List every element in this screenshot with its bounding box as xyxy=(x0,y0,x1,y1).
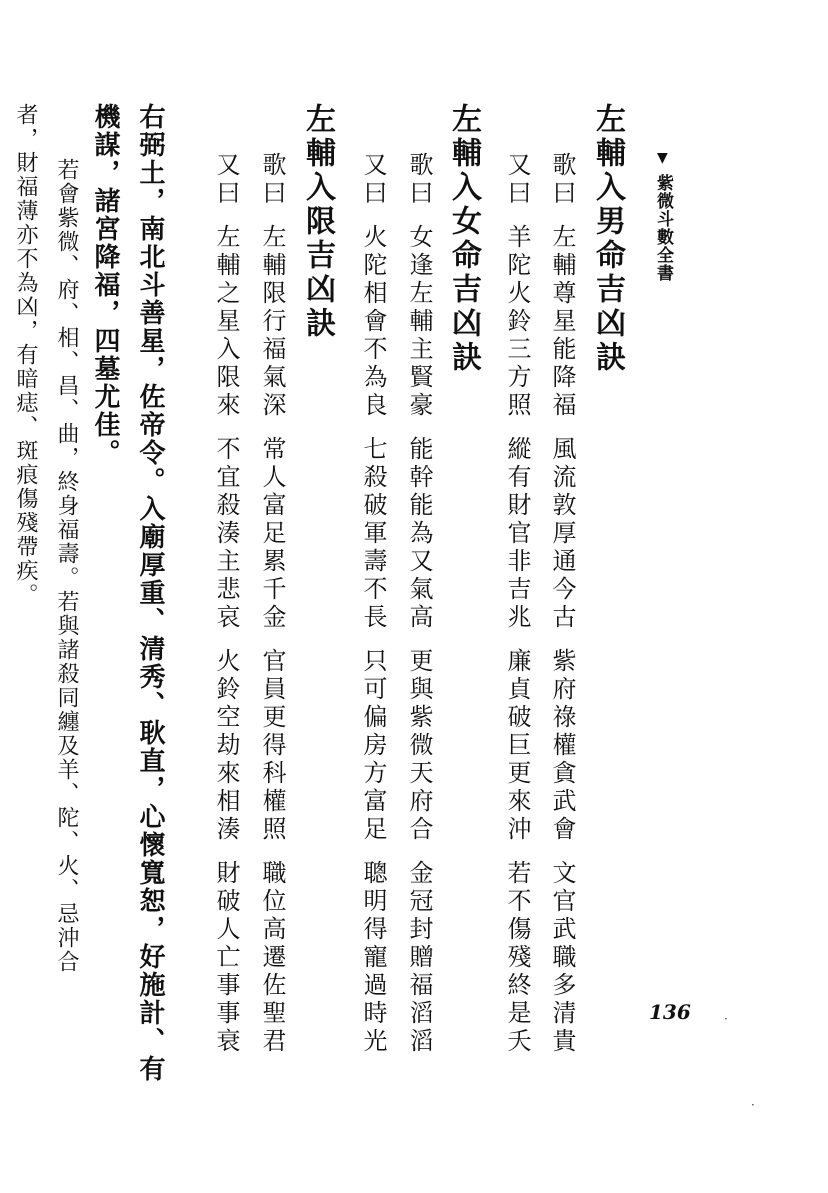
verse-line: 能幹能為又氣高 xyxy=(405,436,433,632)
verse-line: 女逢左輔主賢豪 xyxy=(405,224,433,420)
commentary-bold-line: 右弼土，南北斗善星，佐帝令。入廟厚重、清秀、耿直，心懷寬恕，好施計、有 xyxy=(135,103,165,1083)
verse-line: 金冠封贈福滔滔 xyxy=(405,860,433,1056)
verse-row xyxy=(214,152,238,1056)
section-title-female: 左輔入女命吉凶訣 xyxy=(446,103,481,375)
verse-row xyxy=(361,152,385,1056)
verse-row xyxy=(550,152,574,1056)
verse-line: 不宜殺湊主悲哀 xyxy=(212,436,240,632)
verse-label: 又曰 xyxy=(503,152,531,208)
verse-line: 職位高遷佐聖君 xyxy=(258,860,286,1056)
verse-line: 常人富足累千金 xyxy=(258,436,286,632)
verse-line: 縱有財官非吉兆 xyxy=(503,436,531,632)
header-marker: ▼ xyxy=(657,150,668,166)
verse-label: 歌曰 xyxy=(548,152,576,208)
verse-label: 歌曰 xyxy=(258,152,286,208)
verse-label: 又曰 xyxy=(212,152,240,208)
verse-line: 聰明得寵過時光 xyxy=(359,860,387,1056)
verse-row xyxy=(505,152,529,1056)
verse-line: 七殺破軍壽不長 xyxy=(359,436,387,632)
verse-line: 左輔之星入限來 xyxy=(212,224,240,420)
verse-line: 更與紫微天府合 xyxy=(405,648,433,844)
page-number: 136 xyxy=(649,1000,691,1024)
verse-line: 文官武職多清貴 xyxy=(548,860,576,1056)
verse-line: 廉貞破巨更來沖 xyxy=(503,648,531,844)
section-title-limit: 左輔入限吉凶訣 xyxy=(300,103,335,341)
verse-row xyxy=(260,152,284,1056)
commentary-bold-line: 機謀，諸宮降福，四墓尤佳。 xyxy=(90,103,120,467)
verse-label: 歌曰 xyxy=(405,152,433,208)
scan-speck: · xyxy=(751,1098,755,1112)
commentary-paragraph-line: 若會紫微、府、相、昌、曲，終身福壽。若與諸殺同纏及羊、陀、火、忌沖合 xyxy=(54,158,79,974)
book-title: 紫微斗數全書 xyxy=(653,174,673,282)
verse-line: 財破人亡事事衰 xyxy=(212,860,240,1056)
verse-label: 又曰 xyxy=(359,152,387,208)
verse-line: 左輔尊星能降福 xyxy=(548,224,576,420)
section-title-male: 左輔入男命吉凶訣 xyxy=(590,103,625,375)
verse-row xyxy=(407,152,431,1056)
verse-line: 紫府祿權貪武會 xyxy=(548,648,576,844)
verse-line: 火鈴空劫來相湊 xyxy=(212,648,240,844)
commentary-paragraph-line: 者，財福薄亦不為凶，有暗痣、斑痕傷殘帶疾。 xyxy=(13,103,38,607)
verse-line: 火陀相會不為良 xyxy=(359,224,387,420)
scan-speck: · xyxy=(724,1012,728,1026)
verse-line: 若不傷殘終是夭 xyxy=(503,860,531,1056)
verse-line: 羊陀火鈴三方照 xyxy=(503,224,531,420)
verse-line: 官員更得科權照 xyxy=(258,648,286,844)
verse-line: 只可偏房方富足 xyxy=(359,648,387,844)
verse-line: 風流敦厚通今古 xyxy=(548,436,576,632)
verse-line: 左輔限行福氣深 xyxy=(258,224,286,420)
